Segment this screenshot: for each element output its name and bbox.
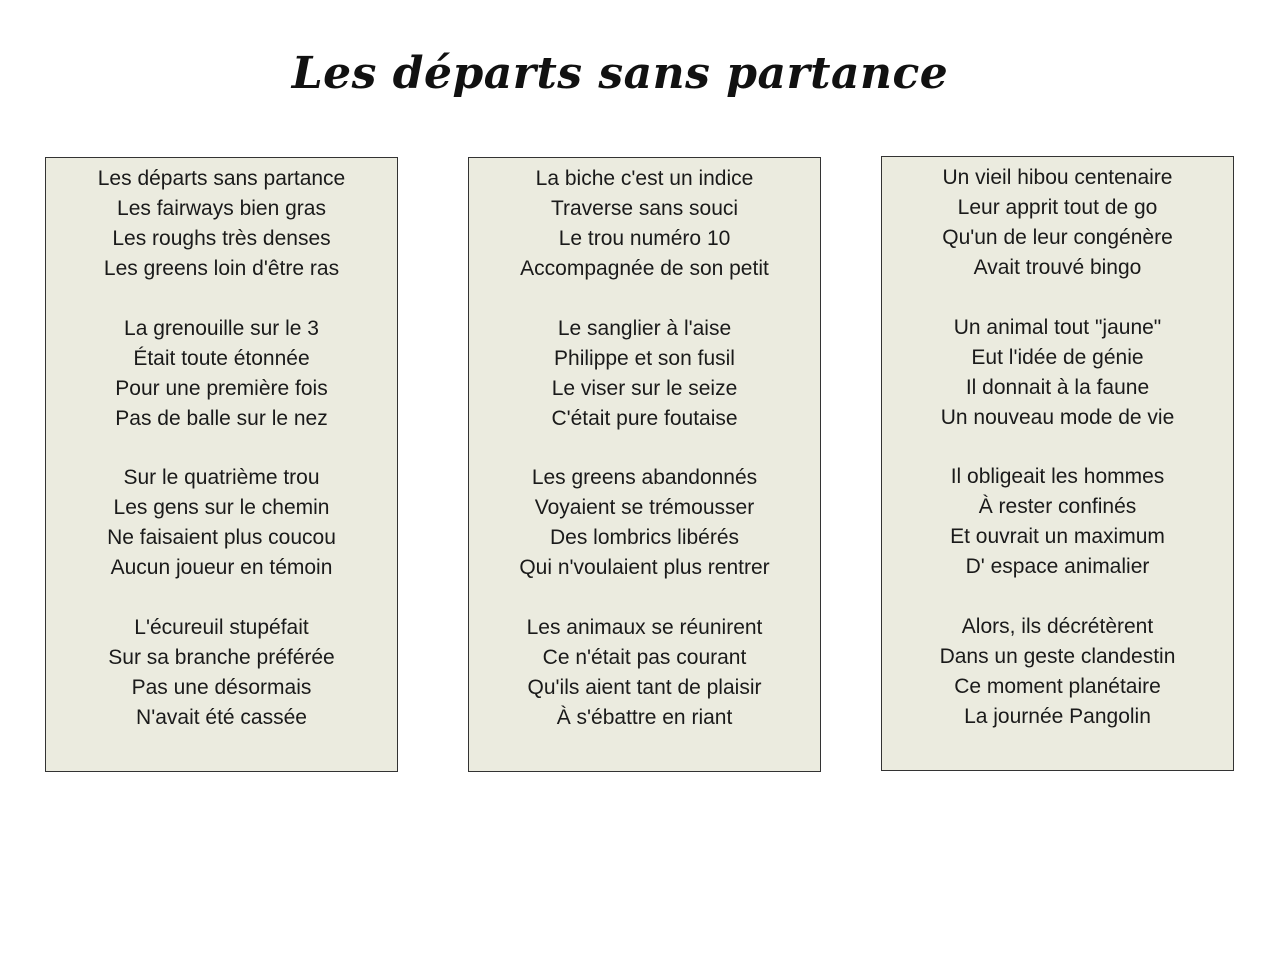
stanza xyxy=(882,462,1233,582)
stanza xyxy=(469,613,820,733)
poem-line: Eut l'idée de génie xyxy=(971,345,1144,369)
stanza xyxy=(46,164,397,284)
poem-line: Ce moment planétaire xyxy=(954,674,1161,698)
page-title: Les départs sans partance xyxy=(291,48,949,99)
poem-line: Pas de balle sur le nez xyxy=(115,406,328,430)
poem-line: Dans un geste clandestin xyxy=(939,644,1176,668)
poem-line: À rester confinés xyxy=(978,495,1137,518)
poem-line: Voyaient se trémousser xyxy=(534,496,755,519)
poem-line: Un vieil hibou centenaire xyxy=(942,166,1173,189)
poem-line: Qu'un de leur congénère xyxy=(942,226,1173,249)
stanza xyxy=(469,314,820,434)
poem-line: Leur apprit tout de go xyxy=(957,196,1158,219)
poem-line: Pas une désormais xyxy=(131,675,312,699)
poem-panel-2 xyxy=(468,157,821,772)
poem-line: Les greens abandonnés xyxy=(531,466,758,489)
poem-line: Un nouveau mode de vie xyxy=(940,405,1175,429)
stanza xyxy=(46,463,397,583)
poem-line: Ne faisaient plus coucou xyxy=(107,526,336,549)
poem-line: Il donnait à la faune xyxy=(965,375,1150,399)
stanza xyxy=(882,163,1233,283)
poem-line: Le sanglier à l'aise xyxy=(557,316,732,340)
poem-line: Accompagnée de son petit xyxy=(520,257,769,280)
poem-line: Des lombrics libérés xyxy=(549,526,740,549)
poem-line: À s'ébattre en riant xyxy=(556,705,733,729)
poem-line: Ce n'était pas courant xyxy=(542,645,747,669)
poem-line: Les roughs très denses xyxy=(112,227,331,250)
poem-panel-1 xyxy=(45,157,398,772)
poem-line: Les fairways bien gras xyxy=(117,197,326,220)
poem-line: Qui n'voulaient plus rentrer xyxy=(519,556,770,579)
poem-line: Un animal tout "jaune" xyxy=(953,315,1162,339)
poem-line: Philippe et son fusil xyxy=(554,346,735,370)
poem-line: Les animaux se réunirent xyxy=(526,615,763,639)
poem-line: La grenouille sur le 3 xyxy=(124,316,319,340)
poem-line: Pour une première fois xyxy=(115,376,328,400)
poem-line: Sur sa branche préférée xyxy=(108,645,335,669)
poem-line: Alors, ils décrétèrent xyxy=(961,614,1154,638)
poem-line: N'avait été cassée xyxy=(136,705,307,729)
poem-line: L'écureuil stupéfait xyxy=(134,615,309,639)
stanza xyxy=(469,463,820,583)
poem-line: Sur le quatrième trou xyxy=(123,466,320,489)
poem-line: Il obligeait les hommes xyxy=(950,465,1165,488)
poem-line: Était toute étonnée xyxy=(133,346,310,370)
stanza xyxy=(882,313,1233,433)
poem-line: Qu'ils aient tant de plaisir xyxy=(527,675,762,699)
poem-line: Le trou numéro 10 xyxy=(558,227,731,250)
poem-line: Les gens sur le chemin xyxy=(113,496,330,519)
stanza xyxy=(46,314,397,434)
poem-line: La biche c'est un indice xyxy=(535,167,754,190)
poem-line: Le viser sur le seize xyxy=(551,376,738,400)
poem-line: Et ouvrait un maximum xyxy=(950,525,1165,548)
poem-panel-3 xyxy=(881,156,1234,771)
poem-line: C'était pure foutaise xyxy=(551,406,738,430)
stanza xyxy=(469,164,820,284)
poem-line: D' espace animalier xyxy=(965,555,1150,578)
poem-line: Aucun joueur en témoin xyxy=(110,556,333,579)
stanza xyxy=(882,612,1233,732)
poem-line: La journée Pangolin xyxy=(964,704,1151,728)
stanza xyxy=(46,613,397,733)
poem-line: Les départs sans partance xyxy=(97,167,346,190)
poem-line: Les greens loin d'être ras xyxy=(103,257,340,280)
poem-line: Traverse sans souci xyxy=(550,197,739,220)
poem-line: Avait trouvé bingo xyxy=(973,256,1142,279)
